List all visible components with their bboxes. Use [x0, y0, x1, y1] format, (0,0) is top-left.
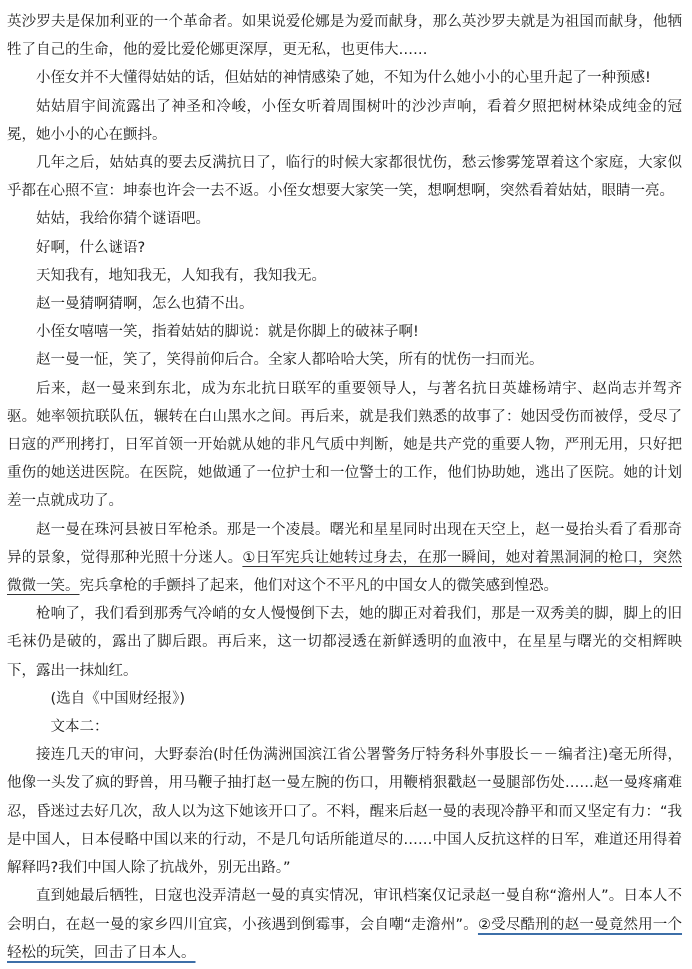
section-label: 文本二： — [50, 719, 109, 736]
paragraph-1: 英沙罗夫是保加利亚的一个革命者。如果说爱伦娜是为爱而献身，那么英沙罗夫就是为祖国而献身，他牺牲了自己的生命，他的爱比爱伦娜更深厚，更无私，也更伟大…… — [7, 14, 682, 59]
underlined-sentence-1: ①日军宪兵让她转过身去，在那一瞬间，她对着黑洞洞的枪口，突然微微一笑。 — [7, 549, 683, 595]
paragraph-12 — [7, 516, 682, 601]
source-citation: (选自《中国财经报》) — [50, 690, 186, 707]
paragraph-11: 后来，赵一曼来到东北，成为东北抗日联军的重要领导人，与著名抗日英雄杨靖宇、赵尚志并驾齐驱。她率领抗联队伍，辗转在白山黑水之间。再后来，就是我们熟悉的故事了：她因受伤而被俘，受尽了日寇的严刑拷打，日军首领一开始就从她的非凡气质中判断，她是共产党的重要人物，严刑无用，只好把重伤的她送进医院。在医院，她做通了一位护士和一位警士的工作，他们协助她，逃出了医院。她的计划差一点就成功了。 — [7, 380, 682, 510]
underlined-sentence-2: ②受尽酷刑的赵一曼竟然用一个轻松的玩笑，回击了日本人。 — [7, 916, 683, 961]
paragraph-17 — [7, 882, 682, 967]
paragraph-6: 好啊，什么谜语? — [36, 239, 146, 256]
paragraph-16: 接连几天的审问，大野泰治(时任伪满洲国滨江省公署警务厅特务科外事股长－－编者注)毫无所得，他像一头发了疯的野兽，用马鞭子抽打赵一曼左腕的伤口，用鞭梢狠戳赵一曼腿部伤处……赵一曼疼痛难忍，昏迷过去好几次，敌人以为这下她该开口了。不料，醒来后赵一曼的表现冷静平和而又坚定有力：“我是中国人，日本侵略中国以来的行动，不是几句话所能道尽的……中国人反抗这样的日军，难道还用得着解释吗?我们中国人除了抗战外，别无出路。” — [7, 747, 682, 877]
paragraph-3: 姑姑眉宇间流露出了神圣和冷峻，小侄女听着周围树叶的沙沙声响，看着夕照把树林染成纯金的冠冕，她小小的心在颤抖。 — [7, 98, 682, 143]
paragraph-10: 赵一曼一怔，笑了，笑得前仰后合。全家人都哈哈大笑，所有的忧伤一扫而光。 — [36, 352, 544, 369]
paragraph-9: 小侄女嘻嘻一笑，指着姑姑的脚说：就是你脚上的破袜子啊! — [36, 324, 419, 341]
paragraph-17-text: 直到她最后牺牲，日寇也没弄清赵一曼的真实情况，审讯档案仅记录赵一曼自称“澹州人”。日本人不会明白，在赵一曼的家乡四川宜宾，小孩遇到倒霉事，会自嘲“走澹州”。 — [7, 888, 682, 933]
paragraph-12-tail: 宪兵拿枪的手颤抖了起来，他们对这个不平凡的中国女人的微笑感到惶恐。 — [79, 578, 558, 595]
paragraph-12-text: 赵一曼在珠河县被日军枪杀。那是一个凌晨。曙光和星星同时出现在天空上，赵一曼抬头看了看那奇异的景象，觉得那种光照十分迷人。 — [7, 521, 682, 566]
paragraph-2: 小侄女并不大懂得姑姑的话，但姑姑的神情感染了她，不知为什么她小小的心里升起了一种预感! — [36, 70, 651, 87]
paragraph-13: 枪响了，我们看到那秀气冷峭的女人慢慢倒下去，她的脚正对着我们，那是一双秀美的脚，脚上的旧毛袜仍是破的，露出了脚后跟。再后来，这一切都浸透在新鲜透明的血液中，在星星与曙光的交相辉映下，露出一抹灿红。 — [7, 606, 682, 679]
paragraph-5: 姑姑，我给你猜个谜语吧。 — [36, 211, 210, 228]
paragraph-4: 几年之后，姑姑真的要去反满抗日了，临行的时候大家都很忧伤，愁云惨雾笼罩着这个家庭，大家似乎都在心照不宣：坤泰也许会一去不返。小侄女想要大家笑一笑，想啊想啊，突然看着姑姑，眼睛一亮。 — [7, 155, 682, 200]
paragraph-8: 赵一曼猜啊猜啊，怎么也猜不出。 — [36, 296, 254, 313]
paragraph-7: 天知我有，地知我无，人知我有，我知我无。 — [36, 267, 326, 284]
